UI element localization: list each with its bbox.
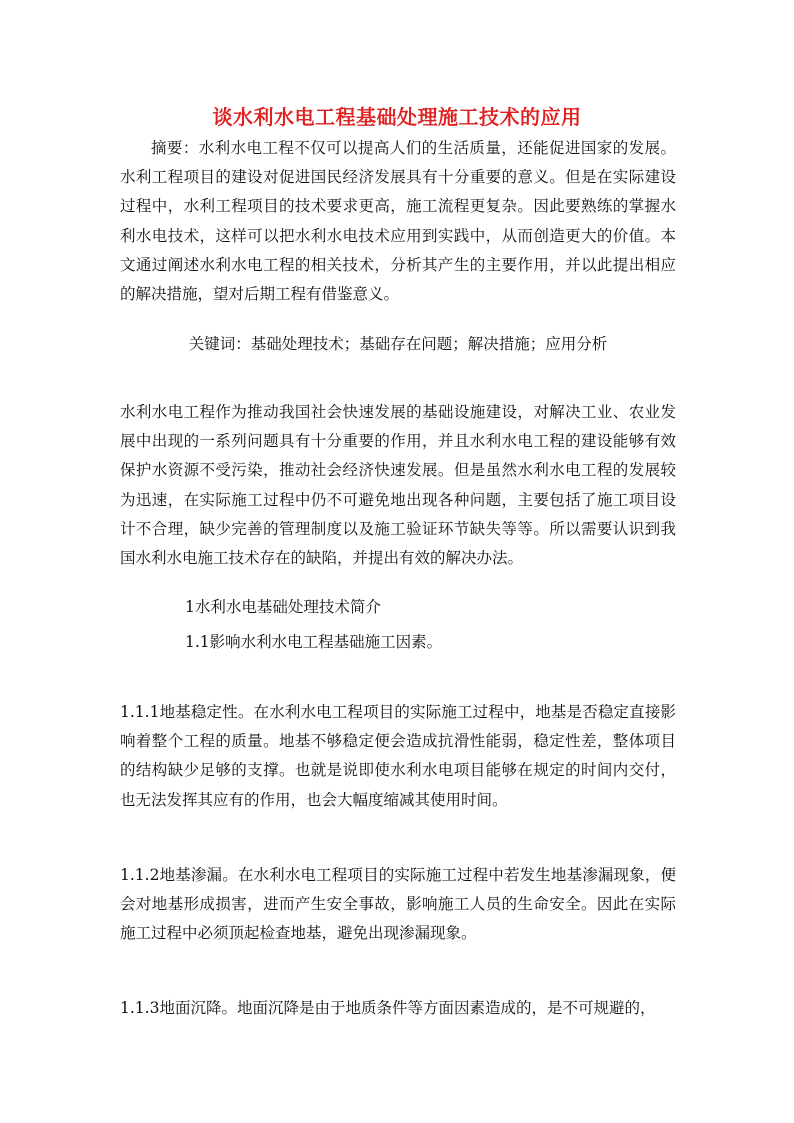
section-heading-1: 1水利水电基础处理技术简介 [185, 598, 381, 616]
keywords-line: 关键词：基础处理技术；基础存在问题；解决措施；应用分析 [188, 335, 608, 353]
paragraph-1-1-3: 1.1.3地面沉降。地面沉降是由于地质条件等方面因素造成的，是不可规避的， [120, 999, 656, 1017]
paragraph-1-1-2: 1.1.2地基渗漏。在水利水电工程项目的实际施工过程中若发生地基渗漏现象，便会对地基形成损害，进而产生安全事故，影响施工人员的生命安全。因此在实际施工过程中必须顶起检查地基，避免出现渗漏现象。 [120, 866, 676, 943]
intro-paragraph: 水利水电工程作为推动我国社会快速发展的基础设施建设，对解决工业、农业发展中出现的一系列问题具有十分重要的作用，并且水利水电工程的建设能够有效保护水资源不受污染，推动社会经济快速发展。但是虽然水利水电工程的发展较为迅速，在实际施工过程中仍不可避免地出现各种问题，主要包括了施工项目设计不合理，缺少完善的管理制度以及施工验证环节缺失等等。所以需要认识到我国水利水电施工技术存在的缺陷，并提出有效的解决办法。 [120, 403, 676, 568]
section-heading-1-1: 1.1影响水利水电工程基础施工因素。 [185, 633, 443, 651]
abstract-paragraph: 摘要：水利水电工程不仅可以提高人们的生活质量，还能促进国家的发展。水利工程项目的建设对促进国民经济发展具有十分重要的意义。但是在实际建设过程中，水利工程项目的技术要求更高，施工流程更复杂。因此要熟练的掌握水利水电技术，这样可以把水利水电技术应用到实践中，从而创造更大的价值。本文通过阐述水利水电工程的相关技术，分析其产生的主要作用，并以此提出相应的解决措施，望对后期工程有借鉴意义。 [120, 139, 676, 304]
document-title: 谈水利水电工程基础处理施工技术的应用 [212, 105, 582, 129]
paragraph-1-1-1: 1.1.1地基稳定性。在水利水电工程项目的实际施工过程中，地基是否稳定直接影响着整个工程的质量。地基不够稳定便会造成抗滑性能弱，稳定性差，整体项目的结构缺少足够的支撑。也就是说即使水利水电项目能够在规定的时间内交付，也无法发挥其应有的作用，也会大幅度缩减其使用时间。 [120, 703, 676, 809]
